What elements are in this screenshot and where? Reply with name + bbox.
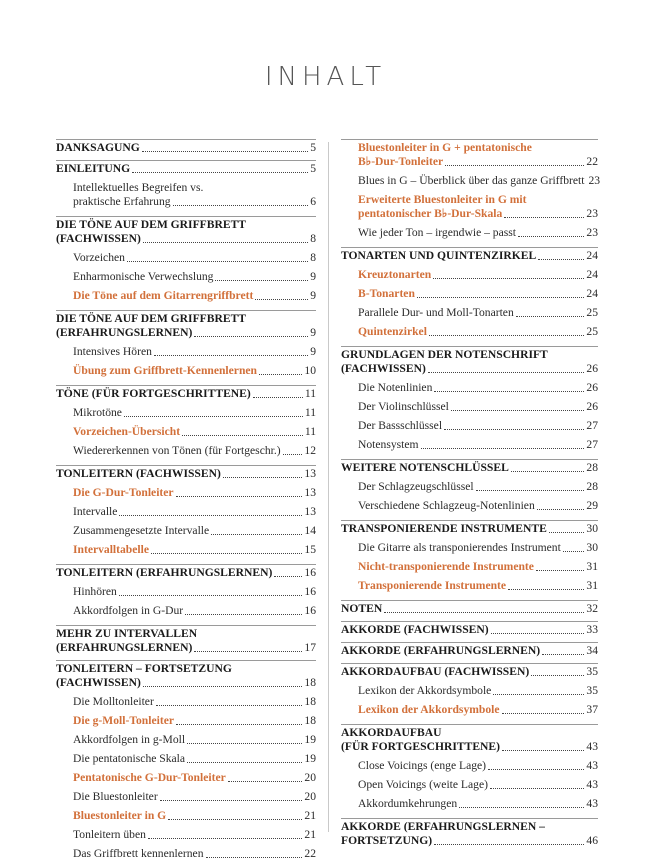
- page-number: 18: [304, 714, 316, 727]
- toc-subentry[interactable]: [73, 270, 316, 284]
- toc-chapter-entry[interactable]: [56, 662, 316, 690]
- toc-entry-title: DIE TÖNE AUF DEM GRIFFBRETT: [56, 218, 247, 231]
- dot-leader: [563, 550, 585, 552]
- page-number: 11: [304, 387, 316, 400]
- dot-leader: [417, 296, 585, 298]
- page-number: 26: [586, 362, 598, 375]
- toc-entry-title: Übung zum Griffbrett-Kennenlernen: [73, 364, 257, 377]
- dot-leader: [536, 569, 584, 571]
- dot-leader: [283, 453, 303, 455]
- dot-leader: [228, 780, 303, 782]
- toc-subentry[interactable]: [358, 193, 598, 221]
- toc-entry-title: Erweiterte Bluestonleiter in G mit: [358, 193, 527, 206]
- toc-subentry[interactable]: [358, 703, 598, 717]
- toc-entry-title: Mikrotöne: [73, 406, 122, 419]
- page-number: 5: [310, 141, 316, 154]
- page-number: 43: [586, 797, 598, 810]
- page-number: 13: [304, 486, 316, 499]
- toc-entry-title: pentatonischer B♭-Dur-Skala: [358, 207, 503, 220]
- toc-subentry[interactable]: [73, 289, 316, 303]
- toc-subentry[interactable]: [358, 287, 598, 301]
- toc-entry-title: Die Bluestonleiter: [73, 790, 158, 803]
- toc-subentry[interactable]: [73, 809, 316, 823]
- dot-leader: [504, 216, 584, 218]
- toc-entry-title: Die Molltonleiter: [73, 695, 154, 708]
- page-number: 9: [310, 270, 316, 283]
- page-number: 22: [586, 155, 598, 168]
- toc-section: [56, 385, 316, 465]
- toc-entry-title: Quintenzirkel: [358, 325, 427, 338]
- page-number: 33: [586, 623, 598, 636]
- page-number: 14: [304, 524, 316, 537]
- page-number: 43: [586, 759, 598, 772]
- dot-leader: [176, 723, 302, 725]
- toc-subentry[interactable]: [358, 306, 598, 320]
- toc-entry-title: (FACHWISSEN): [56, 232, 141, 245]
- toc-entry-title: Notensystem: [358, 438, 419, 451]
- toc-chapter-entry[interactable]: [341, 602, 598, 616]
- page-number: 25: [586, 306, 598, 319]
- page-number: 15: [304, 543, 316, 556]
- page-number: 17: [304, 641, 316, 654]
- dot-leader: [156, 704, 303, 706]
- toc-entry-title: Close Voicings (enge Lage): [358, 759, 487, 772]
- dot-leader: [206, 856, 303, 858]
- toc-subentry[interactable]: [73, 486, 316, 500]
- toc-subentry[interactable]: [73, 771, 316, 785]
- dot-leader: [255, 298, 308, 300]
- dot-leader: [502, 749, 584, 751]
- page-number: 21: [304, 809, 316, 822]
- dot-leader: [194, 335, 308, 337]
- dot-leader: [493, 693, 584, 695]
- toc-entry-title: DIE TÖNE AUF DEM GRIFFBRETT: [56, 312, 247, 325]
- toc-subentry[interactable]: [358, 499, 598, 513]
- toc-subentry[interactable]: [358, 226, 598, 240]
- toc-entry-title: Bluestonleiter in G + pentatonische: [358, 141, 532, 154]
- page-number: 16: [304, 604, 316, 617]
- toc-entry-title: Vorzeichen-Übersicht: [73, 425, 181, 438]
- dot-leader: [502, 712, 585, 714]
- dot-leader: [151, 552, 302, 554]
- dot-leader: [549, 531, 585, 533]
- page-number: 6: [310, 195, 316, 208]
- page-number: 34: [586, 644, 598, 657]
- toc-subentry[interactable]: [73, 752, 316, 766]
- page-number: 28: [586, 461, 598, 474]
- page-number: 19: [304, 752, 316, 765]
- toc-section: [341, 459, 598, 520]
- page-number: 21: [304, 828, 316, 841]
- page-number: 46: [586, 834, 598, 847]
- dot-leader: [119, 514, 302, 516]
- dot-leader: [421, 447, 585, 449]
- toc-subentry[interactable]: [358, 141, 598, 169]
- page-number: 27: [586, 438, 598, 451]
- toc-entry-title: TONARTEN UND QUINTENZIRKEL: [341, 249, 537, 262]
- toc-subentry[interactable]: [73, 181, 316, 209]
- toc-subentry[interactable]: [358, 560, 598, 574]
- toc-section: [56, 564, 316, 625]
- dot-leader: [476, 489, 585, 491]
- toc-entry-title: Vorzeichen: [73, 251, 125, 264]
- dot-leader: [459, 806, 584, 808]
- toc-entry-title: Parallele Dur- und Moll-Tonarten: [358, 306, 514, 319]
- toc-entry-title: AKKORDE (ERFAHRUNGSLERNEN): [341, 644, 541, 657]
- page-number: 18: [304, 695, 316, 708]
- page-number: 24: [586, 268, 598, 281]
- dot-leader: [182, 434, 303, 436]
- page-number: 30: [586, 522, 598, 535]
- page-number: 37: [586, 703, 598, 716]
- dot-leader: [194, 650, 302, 652]
- page-number: 24: [586, 249, 598, 262]
- page-number: 26: [586, 400, 598, 413]
- toc-section: [56, 216, 316, 310]
- toc-chapter-entry[interactable]: [341, 249, 598, 263]
- toc-chapter-entry[interactable]: [56, 162, 316, 176]
- toc-section: [341, 139, 601, 247]
- page-number: 35: [586, 665, 598, 678]
- toc-entry-title: Der Violinschlüssel: [358, 400, 449, 413]
- dot-leader: [176, 495, 303, 497]
- toc-entry-title: AKKORDAUFBAU: [341, 726, 442, 739]
- page-number: 27: [586, 419, 598, 432]
- toc-section: [341, 621, 598, 642]
- toc-entry-title: NOTEN: [341, 602, 383, 615]
- toc-section: [341, 247, 598, 346]
- toc-subentry[interactable]: [73, 604, 316, 618]
- dot-leader: [168, 818, 302, 820]
- dot-leader: [490, 787, 584, 789]
- dot-leader: [173, 204, 309, 206]
- toc-entry-title: Bluestonleiter in G: [73, 809, 167, 822]
- toc-entry-title: (FÜR FORTGESCHRITTENE): [341, 740, 501, 753]
- toc-section: [341, 346, 598, 459]
- toc-entry-title: Das Griffbrett kennenlernen: [73, 847, 204, 860]
- toc-subentry[interactable]: [358, 419, 598, 433]
- dot-leader: [433, 277, 584, 279]
- dot-leader: [142, 150, 308, 152]
- dot-leader: [542, 653, 584, 655]
- toc-entry-title: Pentatonische G-Dur-Tonleiter: [73, 771, 226, 784]
- page-number: 9: [310, 289, 316, 302]
- toc-chapter-entry[interactable]: [341, 522, 598, 536]
- toc-entry-title: WEITERE NOTENSCHLÜSSEL: [341, 461, 509, 474]
- toc-entry-title: AKKORDE (FACHWISSEN): [341, 623, 489, 636]
- toc-subentry[interactable]: [358, 400, 598, 414]
- toc-section: [341, 642, 598, 663]
- toc-entry-title: Blues in G – Überblick über das ganze Griffbrett: [358, 174, 585, 187]
- toc-chapter-entry[interactable]: [56, 218, 316, 246]
- toc-entry-title: Intervalltabelle: [73, 543, 149, 556]
- page-number: 32: [586, 602, 598, 615]
- page-number: 10: [304, 364, 316, 377]
- dot-leader: [223, 476, 303, 478]
- page-number: 20: [304, 771, 316, 784]
- dot-leader: [538, 258, 584, 260]
- page-number: 23: [586, 226, 598, 239]
- dot-leader: [518, 235, 584, 237]
- toc-chapter-entry[interactable]: [341, 644, 598, 658]
- toc-entry-title: Die pentatonische Skala: [73, 752, 186, 765]
- dot-leader: [215, 279, 308, 281]
- page-number: 43: [586, 778, 598, 791]
- toc-chapter-entry[interactable]: [56, 312, 316, 340]
- toc-entry-title: Akkordumkehrungen: [358, 797, 458, 810]
- page-number: 13: [304, 467, 316, 480]
- page-number: 19: [304, 733, 316, 746]
- toc-section: [56, 310, 316, 385]
- page-number: 24: [586, 287, 598, 300]
- toc-entry-title: Lexikon der Akkordsymbole: [358, 703, 500, 716]
- toc-entry-title: Der Schlagzeugschlüssel: [358, 480, 474, 493]
- dot-leader: [187, 761, 302, 763]
- toc-chapter-entry[interactable]: [341, 665, 598, 679]
- page-number: 28: [586, 480, 598, 493]
- page-number: 31: [586, 560, 598, 573]
- page-number: 13: [304, 505, 316, 518]
- page-number: 11: [304, 406, 316, 419]
- toc-subentry[interactable]: [73, 695, 316, 709]
- toc-section: [56, 465, 316, 564]
- page-number: 31: [586, 579, 598, 592]
- page-number: 30: [586, 541, 598, 554]
- toc-entry-title: GRUNDLAGEN DER NOTENSCHRIFT: [341, 348, 548, 361]
- toc-chapter-entry[interactable]: [56, 467, 316, 481]
- toc-chapter-entry[interactable]: [341, 348, 598, 376]
- toc-chapter-entry[interactable]: [56, 627, 316, 655]
- toc-entry-title: FORTSETZUNG): [341, 834, 433, 847]
- dot-leader: [434, 390, 584, 392]
- dot-leader: [516, 315, 585, 317]
- toc-entry-title: Akkordfolgen in G-Dur: [73, 604, 184, 617]
- toc-subentry[interactable]: [358, 797, 598, 811]
- dot-leader: [444, 428, 584, 430]
- toc-entry-title: TONLEITERN – FORTSETZUNG: [56, 662, 232, 675]
- dot-leader: [211, 533, 302, 535]
- toc-entry-title: Die Notenlinien: [358, 381, 433, 394]
- page-number: 20: [304, 790, 316, 803]
- page-number: 23: [588, 174, 601, 187]
- toc-subentry[interactable]: [73, 543, 316, 557]
- page-number: 12: [304, 444, 316, 457]
- toc-entry-title: DANKSAGUNG: [56, 141, 140, 154]
- toc-subentry[interactable]: [73, 847, 316, 861]
- dot-leader: [537, 508, 585, 510]
- page-number: 22: [304, 847, 316, 860]
- page-number: 8: [310, 251, 316, 264]
- toc-column-left: [56, 139, 316, 868]
- page-number: 11: [304, 425, 316, 438]
- toc-entry-title: Die Töne auf dem Gitarrengriffbrett: [73, 289, 254, 302]
- dot-leader: [434, 843, 584, 845]
- toc-subentry[interactable]: [73, 790, 316, 804]
- toc-section: [341, 663, 598, 724]
- dot-leader: [148, 837, 302, 839]
- page-number: 8: [310, 232, 316, 245]
- page-number: 43: [586, 740, 598, 753]
- toc-section: [56, 660, 316, 868]
- toc-subentry[interactable]: [73, 444, 316, 458]
- page-number: 26: [586, 381, 598, 394]
- toc-entry-title: Transponierende Instrumente: [358, 579, 507, 592]
- toc-subentry[interactable]: [73, 505, 316, 519]
- toc-entry-title: Nicht-transponierende Instrumente: [358, 560, 534, 573]
- dot-leader: [124, 415, 303, 417]
- toc-section: [341, 724, 598, 818]
- toc-subentry[interactable]: [73, 714, 316, 728]
- toc-subentry[interactable]: [73, 345, 316, 359]
- toc-entry-title: TÖNE (FÜR FORTGESCHRITTENE): [56, 387, 251, 400]
- dot-leader: [531, 674, 584, 676]
- toc-entry-title: Wiedererkennen von Tönen (für Fortgeschr.): [73, 444, 281, 457]
- toc-subentry[interactable]: [73, 425, 316, 439]
- toc-subentry[interactable]: [358, 174, 601, 188]
- dot-leader: [428, 371, 585, 373]
- toc-entry-title: B-Tonarten: [358, 287, 415, 300]
- toc-section: [341, 600, 598, 621]
- dot-leader: [445, 164, 584, 166]
- toc-chapter-entry[interactable]: [56, 141, 316, 155]
- page-number: 5: [310, 162, 316, 175]
- dot-leader: [187, 742, 302, 744]
- toc-section: [56, 625, 316, 660]
- page-number: 16: [304, 566, 316, 579]
- toc-section: [341, 818, 598, 853]
- toc-entry-title: Tonleitern üben: [73, 828, 146, 841]
- toc-entry-title: TONLEITERN (FACHWISSEN): [56, 467, 221, 480]
- toc-entry-title: Lexikon der Akkordsymbole: [358, 684, 492, 697]
- toc-entry-title: Hinhören: [73, 585, 117, 598]
- toc-entry-title: Kreuztonarten: [358, 268, 432, 281]
- toc-section: [341, 520, 598, 600]
- toc-entry-title: Open Voicings (weite Lage): [358, 778, 488, 791]
- page-title: INHALT: [264, 62, 387, 92]
- toc-entry-title: Intervalle: [73, 505, 118, 518]
- toc-subentry[interactable]: [358, 268, 598, 282]
- toc-column-right: [341, 139, 601, 853]
- toc-entry-title: (FACHWISSEN): [56, 676, 141, 689]
- page-number: 25: [586, 325, 598, 338]
- page-number: 23: [586, 207, 598, 220]
- page-number: 18: [304, 676, 316, 689]
- toc-chapter-entry[interactable]: [341, 726, 598, 754]
- toc-entry-title: Die G-Dur-Tonleiter: [73, 486, 174, 499]
- toc-chapter-entry[interactable]: [56, 387, 316, 401]
- toc-subentry[interactable]: [358, 778, 598, 792]
- dot-leader: [160, 799, 303, 801]
- toc-subentry[interactable]: [73, 524, 316, 538]
- toc-entry-title: praktische Erfahrung: [73, 195, 171, 208]
- toc-entry-title: MEHR ZU INTERVALLEN: [56, 627, 198, 640]
- dot-leader: [185, 613, 302, 615]
- toc-subentry[interactable]: [73, 251, 316, 265]
- toc-entry-title: TRANSPONIERENDE INSTRUMENTE: [341, 522, 547, 535]
- dot-leader: [491, 632, 585, 634]
- dot-leader: [511, 470, 585, 472]
- dot-leader: [119, 594, 303, 596]
- toc-entry-title: (ERFAHRUNGSLERNEN): [56, 641, 193, 654]
- toc-subentry[interactable]: [358, 759, 598, 773]
- toc-entry-title: Die Gitarre als transponierendes Instrument: [358, 541, 561, 554]
- toc-subentry[interactable]: [358, 381, 598, 395]
- page-number: 9: [310, 345, 316, 358]
- dot-leader: [451, 409, 585, 411]
- page-number: 16: [304, 585, 316, 598]
- dot-leader: [384, 611, 584, 613]
- toc-subentry[interactable]: [73, 406, 316, 420]
- toc-entry-title: B♭-Dur-Tonleiter: [358, 155, 444, 168]
- dot-leader: [253, 396, 303, 398]
- toc-subentry[interactable]: [358, 438, 598, 452]
- page-number: 29: [586, 499, 598, 512]
- toc-subentry[interactable]: [73, 828, 316, 842]
- dot-leader: [132, 171, 308, 173]
- toc-entry-title: Die g-Moll-Tonleiter: [73, 714, 174, 727]
- toc-chapter-entry[interactable]: [341, 623, 598, 637]
- toc-entry-title: Intellektuelles Begreifen vs.: [73, 181, 204, 194]
- toc-entry-title: Wie jeder Ton – irgendwie – passt: [358, 226, 516, 239]
- toc-subentry[interactable]: [358, 480, 598, 494]
- dot-leader: [429, 334, 584, 336]
- toc-section: [56, 160, 316, 216]
- page-number: 35: [586, 684, 598, 697]
- dot-leader: [154, 354, 308, 356]
- toc-entry-title: Akkordfolgen in g-Moll: [73, 733, 186, 746]
- toc-section: [56, 139, 316, 160]
- toc-entry-title: AKKORDE (ERFAHRUNGSLERNEN –: [341, 820, 545, 833]
- toc-entry-title: Der Bassschlüssel: [358, 419, 443, 432]
- page-number: 9: [310, 326, 316, 339]
- toc-entry-title: Verschiedene Schlagzeug-Notenlinien: [358, 499, 535, 512]
- toc-entry-title: Enharmonische Verwechslung: [73, 270, 214, 283]
- toc-subentry[interactable]: [358, 541, 598, 555]
- dot-leader: [508, 588, 584, 590]
- dot-leader: [488, 768, 584, 770]
- dot-leader: [127, 260, 308, 262]
- toc-subentry[interactable]: [73, 585, 316, 599]
- toc-entry-title: (ERFAHRUNGSLERNEN): [56, 326, 193, 339]
- toc-entry-title: TONLEITERN (ERFAHRUNGSLERNEN): [56, 566, 273, 579]
- dot-leader: [259, 373, 302, 375]
- dot-leader: [274, 575, 302, 577]
- dot-leader: [143, 685, 303, 687]
- toc-chapter-entry[interactable]: [341, 820, 598, 848]
- toc-subentry[interactable]: [358, 579, 598, 593]
- toc-entry-title: EINLEITUNG: [56, 162, 131, 175]
- toc-entry-title: AKKORDAUFBAU (FACHWISSEN): [341, 665, 530, 678]
- toc-subentry[interactable]: [73, 733, 316, 747]
- toc-subentry[interactable]: [358, 684, 598, 698]
- toc-entry-title: Zusammengesetzte Intervalle: [73, 524, 210, 537]
- toc-subentry[interactable]: [358, 325, 598, 339]
- toc-entry-title: (FACHWISSEN): [341, 362, 426, 375]
- toc-subentry[interactable]: [73, 364, 316, 378]
- dot-leader: [143, 241, 308, 243]
- toc-chapter-entry[interactable]: [56, 566, 316, 580]
- column-divider: [328, 142, 329, 832]
- toc-entry-title: Intensives Hören: [73, 345, 152, 358]
- toc-chapter-entry[interactable]: [341, 461, 598, 475]
